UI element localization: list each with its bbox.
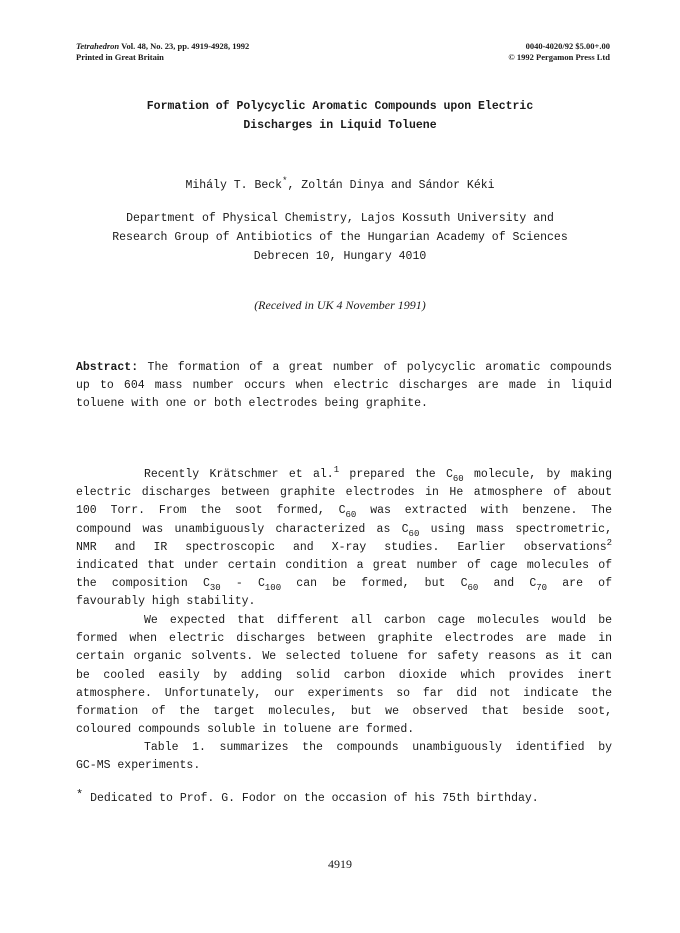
p1-text: Recently Krätschmer et al. <box>144 468 334 481</box>
p1-text: are of <box>547 577 612 591</box>
p2-line-2: formed when electric discharges between graphite electrodes are made in <box>76 632 612 646</box>
paragraph-2 <box>76 612 612 739</box>
footnote-text: Dedicated to Prof. G. Fodor on the occasion of his 75th birthday. <box>83 792 539 805</box>
abstract-line-1: The formation of a great number of polycyclic aromatic compounds <box>138 361 612 374</box>
p2-line-1: We expected that different all carbon cage molecules would be <box>144 614 612 627</box>
article-title <box>0 97 680 135</box>
page-number: 4919 <box>328 857 352 871</box>
p1-text: 100 Torr. From the soot formed, C <box>76 504 346 518</box>
p2-line-6: formation of the target molecules, but we observed that beside soot, <box>76 704 612 718</box>
reference-1: 1 <box>333 465 340 475</box>
footnote-mark: * <box>76 788 84 802</box>
p1-text: molecule, by making <box>463 468 612 481</box>
p2-line-7: coloured compounds soluble in toluene are formed. <box>76 723 415 737</box>
p1-text: compound was unambiguously characterized as C <box>76 522 409 536</box>
p2-line-3: certain organic solvents. We selected toluene for safety reasons as it can <box>76 650 612 664</box>
p1-line-6: indicated that under certain condition a great number of cage molecules of <box>76 558 612 572</box>
p1-line-2: electric discharges between graphite electrodes in He atmosphere of about <box>76 486 612 500</box>
p1-text: prepared the C <box>339 468 453 481</box>
co-authors: , Zoltán Dinya and Sándor Kéki <box>287 179 495 192</box>
title-line-2: Discharges in Liquid Toluene <box>243 119 437 132</box>
corresponding-author-mark: * <box>282 176 288 186</box>
p1-text: can be formed, but C <box>281 577 468 591</box>
p1-text: the composition C <box>76 577 210 591</box>
p2-line-5: atmosphere. Unfortunately, our experiments so far did not indicate the <box>76 686 612 700</box>
p1-text: using mass spectrometric, <box>419 522 612 536</box>
affiliation-line-3: Debrecen 10, Hungary 4010 <box>253 250 427 263</box>
subscript-60: 60 <box>452 474 464 484</box>
affiliation-line-2: Research Group of Antibiotics of the Hungarian Academy of Sciences <box>112 231 568 244</box>
reference-2: 2 <box>606 537 612 548</box>
affiliation-line-1: Department of Physical Chemistry, Lajos Kossuth University and <box>126 212 554 225</box>
abstract-label: Abstract: <box>76 361 139 374</box>
p1-text: and C <box>478 577 537 591</box>
abstract <box>76 359 612 414</box>
abstract-line-2: up to 604 mass number occurs when electric discharges are made in liquid <box>76 379 612 393</box>
p1-text: - C <box>220 577 265 591</box>
printed-note: Printed in Great Britain <box>76 52 164 62</box>
subscript-30: 30 <box>209 583 221 594</box>
article-code: 0040-4020/92 $5.00+.00 <box>525 41 610 51</box>
subscript-60: 60 <box>408 528 420 539</box>
p1-text: NMR and IR spectroscopic and X-ray studies. Earlier observations <box>76 540 607 554</box>
p2-line-4: be cooled easily by adding solid carbon dioxide which provides inert <box>76 668 612 682</box>
journal-citation <box>76 41 249 52</box>
abstract-line-3: toluene with one or both electrodes being graphite. <box>76 397 428 411</box>
p1-line-8: favourably high stability. <box>76 595 256 609</box>
p3-line-2: GC-MS experiments. <box>76 759 201 773</box>
affiliation <box>0 209 680 266</box>
journal-volume: Vol. 48, No. 23, pp. 4919-4928, 1992 <box>121 41 250 51</box>
paragraph-1 <box>76 466 612 612</box>
subscript-70: 70 <box>536 583 548 594</box>
footnote <box>76 788 539 805</box>
copyright-line: © 1992 Pergamon Press Ltd <box>508 52 610 62</box>
received-date: (Received in UK 4 November 1991) <box>254 298 426 312</box>
subscript-60: 60 <box>345 510 357 521</box>
subscript-100: 100 <box>264 583 282 594</box>
p1-text: was extracted with benzene. The <box>356 504 612 518</box>
p3-line-1: Table 1. summarizes the compounds unambiguously identified by <box>144 741 612 754</box>
author-list <box>0 176 680 195</box>
paragraph-3 <box>76 739 612 775</box>
title-line-1: Formation of Polycyclic Aromatic Compounds upon Electric <box>146 100 534 113</box>
author-beck: Mihály T. Beck <box>185 179 283 192</box>
journal-name: Tetrahedron <box>76 41 120 51</box>
subscript-60: 60 <box>467 583 479 594</box>
